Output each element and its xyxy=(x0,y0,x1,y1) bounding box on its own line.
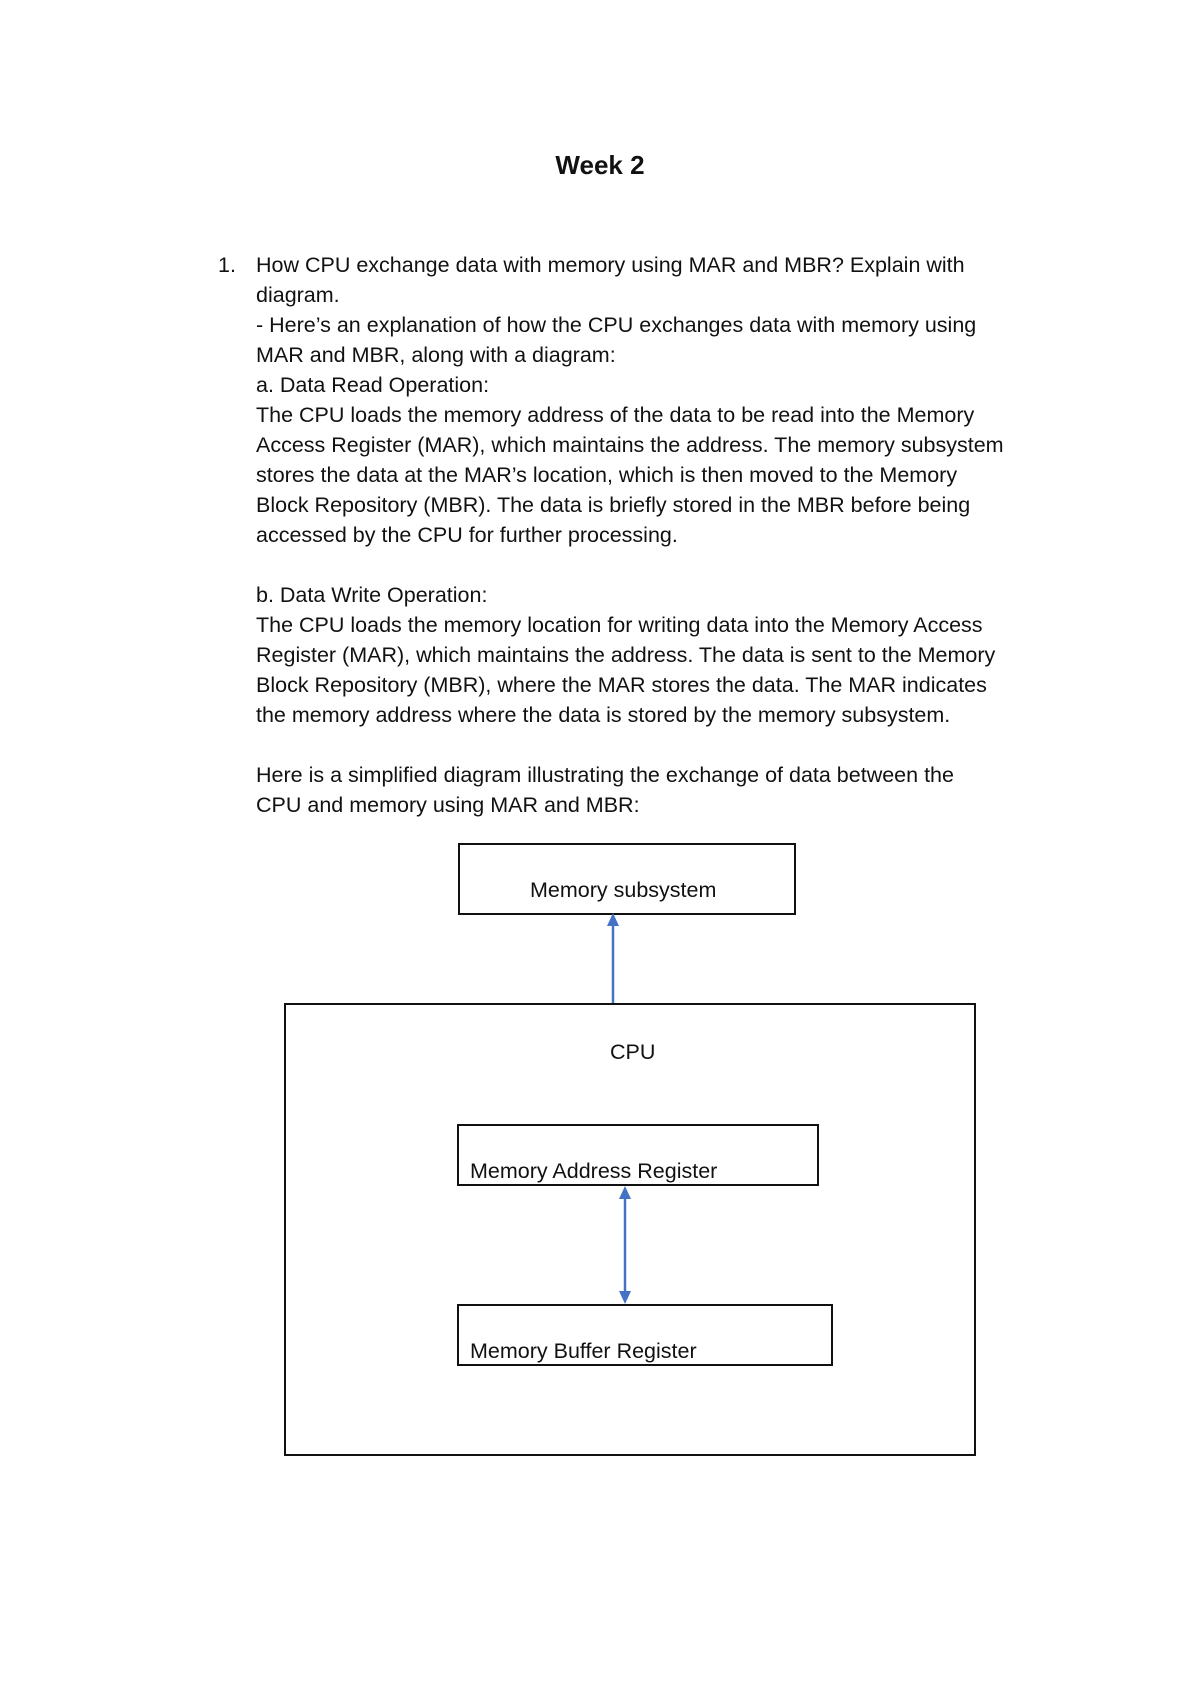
question-block xyxy=(218,250,1018,820)
memory-subsystem-label: Memory subsystem xyxy=(530,878,717,902)
write-operation-heading: b. Data Write Operation: xyxy=(256,583,488,607)
write-operation-text: Block Repository (MBR), where the MAR stores the data. The MAR indicates xyxy=(256,673,987,697)
cpu-box xyxy=(284,1003,976,1456)
answer-text-line: MAR and MBR, along with a diagram: xyxy=(256,343,616,367)
diagram-intro-text: CPU and memory using MAR and MBR: xyxy=(256,793,640,817)
mar-box xyxy=(457,1124,819,1186)
diagram-intro-text: Here is a simplified diagram illustrating the exchange of data between the xyxy=(256,763,954,787)
mbr-box xyxy=(457,1304,833,1366)
answer-text-line: - Here’s an explanation of how the CPU exchanges data with memory using xyxy=(256,313,977,337)
page-title: Week 2 xyxy=(555,150,645,180)
question-text-line: How CPU exchange data with memory using MAR and MBR? Explain with xyxy=(256,253,965,277)
read-operation-text: The CPU loads the memory address of the data to be read into the Memory xyxy=(256,403,975,427)
blank-line xyxy=(256,550,1018,580)
question-text-line: diagram. xyxy=(256,283,340,307)
read-operation-heading: a. Data Read Operation: xyxy=(256,373,490,397)
write-operation-text: the memory address where the data is stored by the memory subsystem. xyxy=(256,703,951,727)
read-operation-text: stores the data at the MAR’s location, which is then moved to the Memory xyxy=(256,463,958,487)
mar-label: Memory Address Register xyxy=(470,1159,718,1183)
write-operation-text: The CPU loads the memory location for writing data into the Memory Access xyxy=(256,613,983,637)
mbr-label: Memory Buffer Register xyxy=(470,1339,697,1363)
read-operation-text: accessed by the CPU for further processing. xyxy=(256,523,678,547)
question-body xyxy=(256,250,1018,820)
cpu-label: CPU xyxy=(610,1040,656,1064)
blank-line xyxy=(256,730,1018,760)
cpu-to-memory-arrow xyxy=(607,913,619,1003)
mar-mbr-double-arrow xyxy=(619,1186,631,1304)
read-operation-text: Access Register (MAR), which maintains the address. The memory subsystem xyxy=(256,433,1004,457)
memory-subsystem-box xyxy=(458,843,796,915)
question-number: 1. xyxy=(218,253,236,277)
write-operation-text: Register (MAR), which maintains the address. The data is sent to the Memory xyxy=(256,643,996,667)
read-operation-text: Block Repository (MBR). The data is briefly stored in the MBR before being xyxy=(256,493,971,517)
